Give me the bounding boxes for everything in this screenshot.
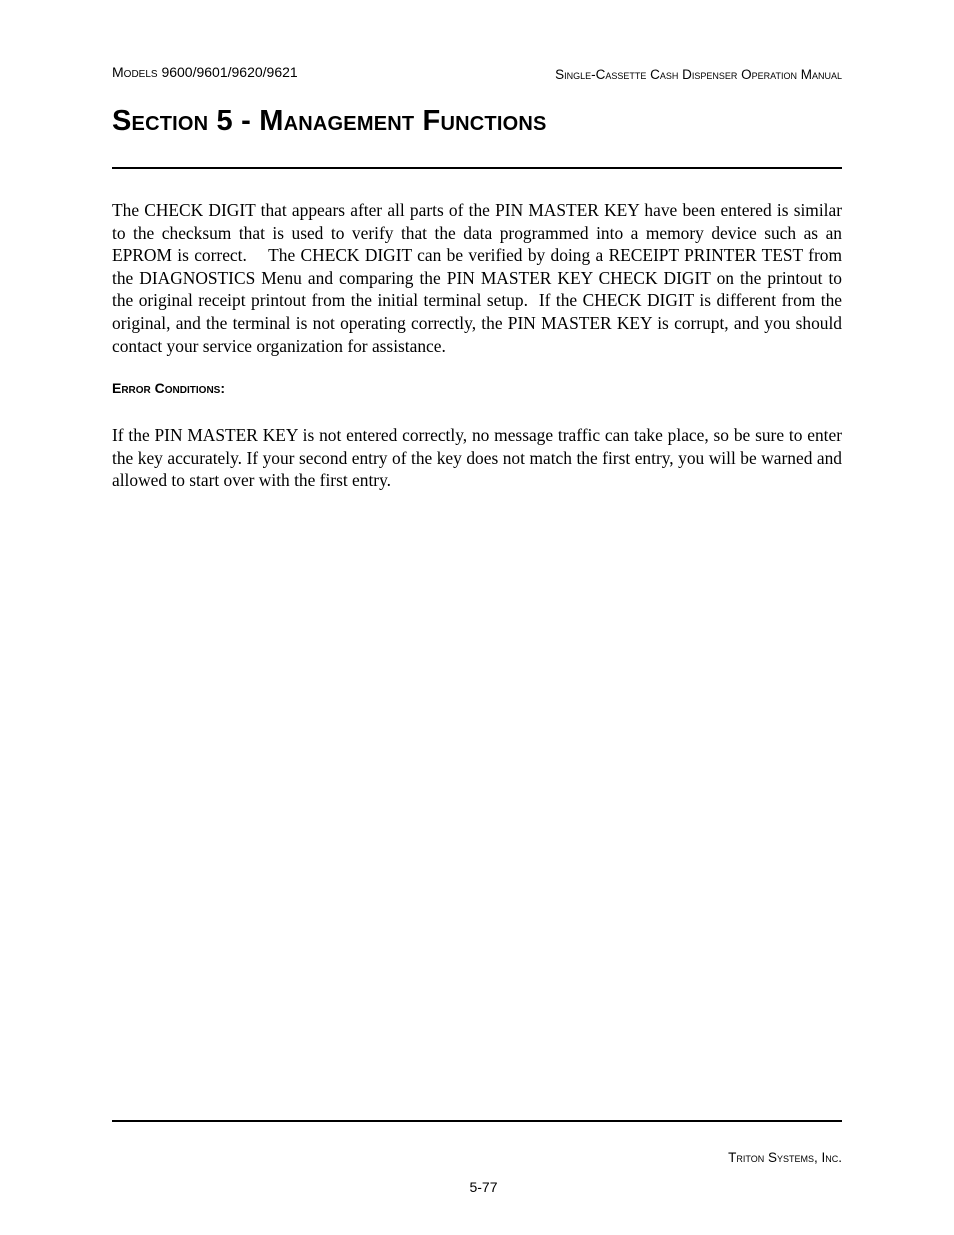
page-number: 5-77 — [469, 1179, 498, 1195]
footer-company-name: Triton Systems, Inc. — [728, 1150, 842, 1165]
footer-divider — [112, 1120, 842, 1122]
running-header-models: Models 9600/9601/9620/9621 — [112, 64, 298, 80]
running-header-manual-title: Single-Cassette Cash Dispenser Operation Manual — [555, 67, 842, 82]
error-conditions-paragraph: If the PIN MASTER KEY is not entered correctly, no message traffic can take place, so be sure to enter the key accurately. If your second entry of the key does not match the first entry, you will be warned and allowed to start over with the first entry. — [112, 425, 842, 491]
error-conditions-heading: Error Conditions: — [112, 380, 225, 396]
check-digit-paragraph: The CHECK DIGIT that appears after all parts of the PIN MASTER KEY have been entered is similar to the checksum that is used to verify that the data programmed into a memory device such as an EPROM is correct. The CHECK DIGIT can be verified by doing a RECEIPT PRINTER TEST from the DIAGNOSTICS Menu and comparing the PIN MASTER KEY CHECK DIGIT on the printout to the original receipt printout from the initial terminal setup. If the CHECK DIGIT is different from the original, and the terminal is not operating correctly, the PIN MASTER KEY is corrupt, and you should contact your service organization for assistance. — [112, 200, 842, 356]
header-divider — [112, 167, 842, 169]
section-title: Section 5 - Management Functions — [112, 105, 547, 137]
